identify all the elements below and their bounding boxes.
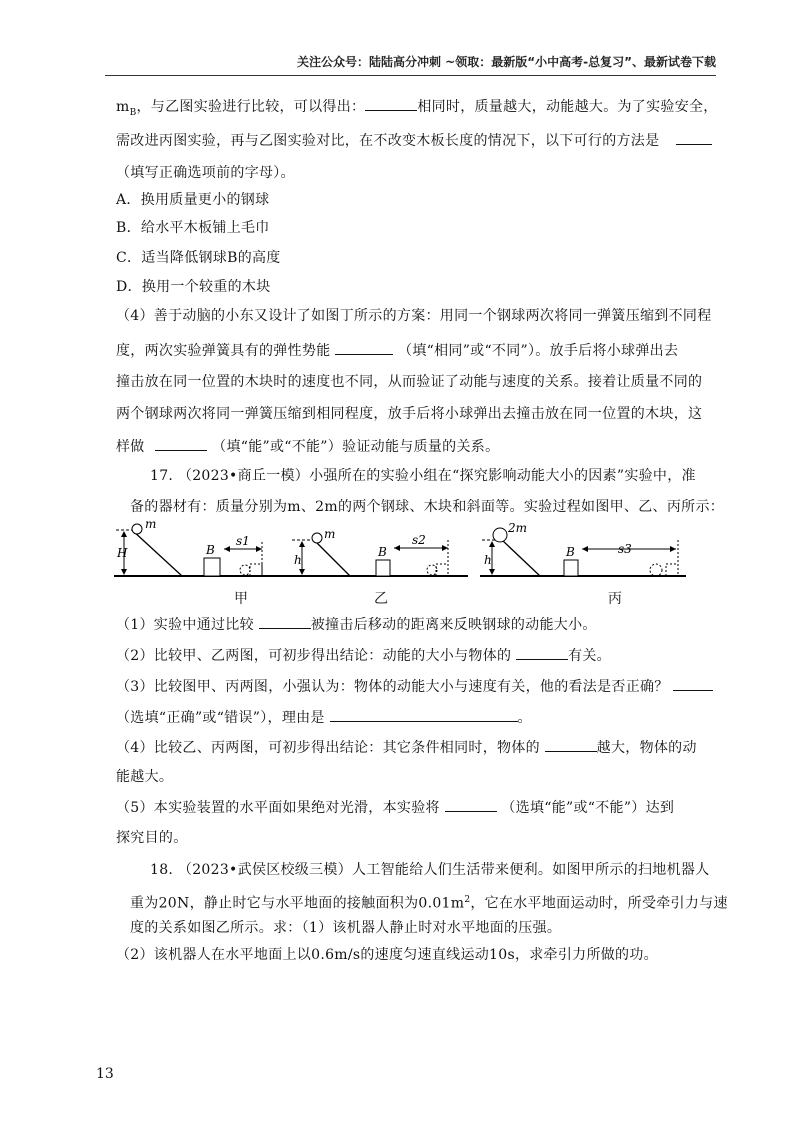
text-segment: 度，两次实验弹簧具有的弹性势能: [116, 343, 331, 359]
cont-line-3: （填写正确选项前的字母）。: [116, 165, 295, 181]
part4-line-1: （4）善于动脑的小东又设计了如图丁所示的方案：用同一个钢球两次将同一弹簧压缩到不同程: [116, 308, 712, 324]
q17-sub-5-cont: 探究目的。: [116, 830, 188, 846]
q18-line-3: 度的关系如图乙所示。求：（1）该机器人静止时对水平地面的压强。: [130, 920, 562, 936]
text-segment: （选填“正确”或“错误”），理由是: [116, 710, 325, 726]
option-b: B．给水平木板铺上毛巾: [116, 220, 270, 236]
label-mass-2m: 2m: [508, 521, 528, 535]
text-segment: 越大，物体的动: [596, 740, 697, 756]
text-segment: ，它在水平地面运动时，所受牵引力与速: [470, 895, 728, 912]
q17-sub-5: [116, 797, 674, 818]
part4-line-3: 撞击放在同一位置的木块时的速度也不同，从而验证了动能与速度的关系。接着让质量不同的: [116, 374, 703, 390]
text-segment: 被撞击后移动的距离来反映钢球的动能大小。: [310, 617, 597, 633]
diagram-bing: [480, 521, 686, 576]
answer-blank[interactable]: [676, 130, 712, 145]
option-c: C．适当降低钢球B的高度: [116, 250, 281, 266]
q18-line-2: [130, 890, 728, 914]
diagram-jia: [114, 518, 300, 576]
answer-blank[interactable]: [155, 436, 207, 451]
q17-sub-4: [116, 737, 697, 758]
text-segment: 需改进丙图实验，再与乙图实验对比，在不改变木板长度的情况下，以下可行的方法是: [116, 133, 660, 149]
q18-line-1: 18. （2023•武侯区校级三模）人工智能给人们生活带来便利。如图甲所示的扫地机器人: [150, 862, 710, 878]
label-block-b: B: [378, 545, 387, 559]
q17-sub-2: [116, 645, 611, 666]
answer-blank[interactable]: [365, 96, 417, 111]
diagram-yi: [290, 527, 468, 576]
text-segment: （3）比较图甲、丙两图，小强认为：物体的动能大小与速度有关，他的看法是否正确？: [116, 679, 669, 695]
q17-sub-4-cont: 能越大。: [116, 769, 174, 785]
page-header: 关注公众号：陆陆高分冲刺 ~领取：最新版“小中高考-总复习”、最新试卷下载: [297, 55, 716, 69]
cont-line-2: [116, 130, 712, 151]
label-height-h: h: [484, 553, 492, 567]
text-segment: （填“能”或“不能”）验证动能与质量的关系。: [212, 439, 500, 455]
answer-blank[interactable]: [259, 614, 311, 629]
q17-line-1: 17. （2023•商丘一模）小强所在的实验小组在“探究影响动能大小的因素”实验中，准: [150, 468, 696, 484]
label-mass: m: [145, 518, 157, 531]
caption-jia: 甲: [234, 591, 248, 607]
part4-line-4: 两个钢球两次将同一弹簧压缩到相同程度，放手后将小球弹出去撞击放在同一位置的木块，这: [116, 406, 703, 422]
q17-sub-1: [116, 614, 597, 635]
answer-blank[interactable]: [516, 645, 568, 660]
cont-line-1: [116, 96, 718, 123]
label-height-h: H: [117, 546, 128, 560]
q17-line-2: 备的器材有：质量分别为m、2m的两个钢球、木块和斜面等。实验过程如图甲、乙、丙所示：: [130, 499, 725, 515]
label-block-b: B: [566, 545, 575, 559]
part4-line-2: [116, 340, 678, 361]
label-distance-s2: s2: [412, 533, 426, 547]
label-block-b: B: [206, 543, 215, 557]
page-number: 13: [96, 1066, 114, 1082]
text-mass-m: m: [116, 99, 130, 115]
answer-blank[interactable]: [545, 737, 597, 752]
text-segment: 相同时，质量越大，动能越大。为了实验安全，: [417, 99, 718, 115]
text-superscript: 2: [464, 895, 471, 905]
text-subscript-b: B: [129, 107, 137, 118]
text-segment: 样做: [116, 439, 145, 455]
label-height-h: h: [294, 553, 302, 567]
text-segment: ，与乙图实验进行比较，可以得出：: [136, 99, 366, 115]
text-segment: 。: [517, 710, 532, 726]
text-segment: 重为20N，静止时它与水平地面的接触面积为0.01m: [130, 895, 465, 912]
text-segment: 有关。: [568, 648, 611, 664]
experiment-diagram: [112, 518, 692, 604]
label-distance-s3: s3: [618, 542, 632, 556]
text-segment: （1）实验中通过比较: [116, 617, 254, 633]
answer-blank[interactable]: [673, 676, 713, 691]
answer-blank[interactable]: [335, 340, 393, 355]
answer-blank[interactable]: [445, 797, 497, 812]
caption-bing: 丙: [608, 591, 622, 607]
q18-line-4: （2）该机器人在水平地面上以0.6m/s的速度匀速直线运动10s，求牵引力所做的功。: [116, 947, 658, 963]
option-d: D．换用一个较重的木块: [116, 279, 271, 295]
text-segment: （4）比较乙、丙两图，可初步得出结论：其它条件相同时，物体的: [116, 740, 540, 756]
part4-line-5: [116, 436, 499, 457]
caption-yi: 乙: [374, 591, 388, 607]
header-divider: [105, 75, 716, 76]
experiment-figure: [112, 518, 692, 608]
answer-blank[interactable]: [330, 707, 518, 722]
label-mass: m: [324, 527, 336, 541]
label-distance-s1: s1: [236, 534, 250, 548]
text-segment: （选填“能”或“不能”）达到: [501, 800, 675, 816]
q17-sub-3: [116, 676, 713, 697]
q17-sub-3-cont: [116, 707, 532, 728]
text-segment: （2）比较甲、乙两图，可初步得出结论：动能的大小与物体的: [116, 648, 512, 664]
text-segment: （5）本实验装置的水平面如果绝对光滑，本实验将: [116, 800, 440, 816]
option-a: A．换用质量更小的钢球: [116, 192, 270, 208]
text-segment: （填“相同”或“不同”）。放手后将小球弹出去: [398, 343, 679, 359]
